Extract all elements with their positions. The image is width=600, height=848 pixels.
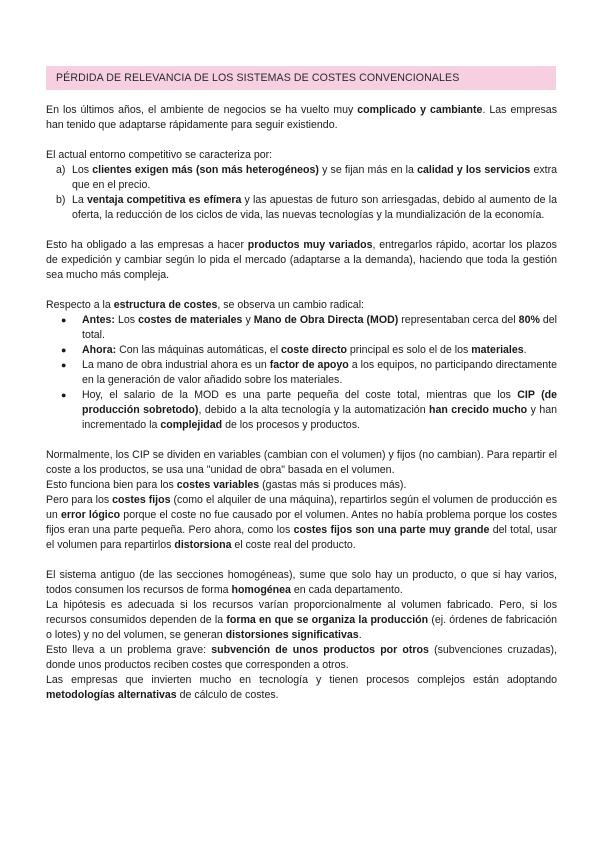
list-item: ● Hoy, el salario de la MOD es una parte pequeña del coste total, mientras que los CIP (de producción sobretodo), debido a la alta tecnología y la automatización han crecido mucho y han incrementado la complejidad de los procesos y productos. [61,389,558,431]
paragraph-variable-costs: Esto funciona bien para los costes variables (gastas más si produces más). [46,479,407,491]
paragraph-alternatives: Las empresas que invierten mucho en tecnología y tienen procesos complejos están adoptando metodologías alternativas de cálculo de costes. [46,674,557,701]
bullet-icon: ● [61,315,67,325]
section-title: PÉRDIDA DE RELEVANCIA DE LOS SISTEMAS DE COSTES CONVENCIONALES [56,72,460,84]
list-item: ● La mano de obra industrial ahora es un factor de apoyo a los equipos, no participando directamente en la generación de valor añadido sobre los materiales. [61,359,557,386]
bullet-icon: ● [61,390,67,400]
paragraph-cip-intro: Normalmente, los CIP se dividen en variables (cambian con el volumen) y fijos (no cambian). Para repartir el coste a los productos, se usa una "unidad de obra" basada en el volumen. [46,449,557,476]
list-item: a) Los clientes exigen más (son más heterogéneos) y se fijan más en la calidad y los servicios extra que en el precio. [56,164,557,191]
paragraph-hypothesis: La hipótesis es adecuada si los recursos varían proporcionalmente al volumen fabricado. Pero, si los recursos consumidos dependen de la forma en que se organiza la producción (ej. órdenes de fabricación o lotes) y no del volumen, se generan distorsiones significativas. [46,599,557,641]
environment-list [46,163,557,223]
paragraph-intro: En los últimos años, el ambiente de negocios se ha vuelto muy complicado y cambiante. Las empresas han tenido que adaptarse rápidamente para seguir existiendo. [46,104,557,131]
list-item: ● Ahora: Con las máquinas automáticas, el coste directo principal es solo el de los materiales. [61,344,527,356]
list-item: b) La ventaja competitiva es efímera y las apuestas de futuro son arriesgadas, debido al aumento de la oferta, la reducción de los ciclos de vida, las nuevas tecnologías y la mundialización de la economía. [56,194,557,221]
paragraph-cross-subsidy: Esto lleva a un problema grave: subvención de unos productos por otros (subvenciones cruzadas), donde unos productos reciben costes que corresponden a otros. [46,644,557,671]
paragraph-cost-structure: Respecto a la estructura de costes, se observa un cambio radical: [46,299,364,311]
section-heading [46,66,556,90]
bullet-icon: ● [61,345,67,355]
bullet-icon: ● [61,360,67,370]
paragraph-environment-intro: El actual entorno competitivo se caracteriza por: [46,149,273,161]
paragraph-fixed-costs: Pero para los costes fijos (como el alquiler de una máquina), repartirlos según el volumen de producción es un error lógico porque el coste no fue causado por el volumen. Antes no había problema porque los costes fijos eran una parte pequeña. Pero ahora, como los costes fijos son una parte muy grande del total, usar el volumen para repartirlos distorsiona el coste real del producto. [46,494,558,551]
cost-structure-list [46,313,557,433]
document-body [46,103,557,703]
list-item: ● Antes: Los costes de materiales y Mano de Obra Directa (MOD) representaban cerca del 80% del total. [61,314,558,341]
paragraph-old-system: El sistema antiguo (de las secciones homogéneas), sume que solo hay un producto, o que si hay varios, todos consumen los recursos de forma homogénea en cada departamento. [46,569,557,596]
paragraph-products: Esto ha obligado a las empresas a hacer productos muy variados, entregarlos rápido, acortar los plazos de expedición y cambiar según lo pida el mercado (adaptarse a la demanda), haciendo que toda la gestión sea mucho más compleja. [46,239,557,281]
